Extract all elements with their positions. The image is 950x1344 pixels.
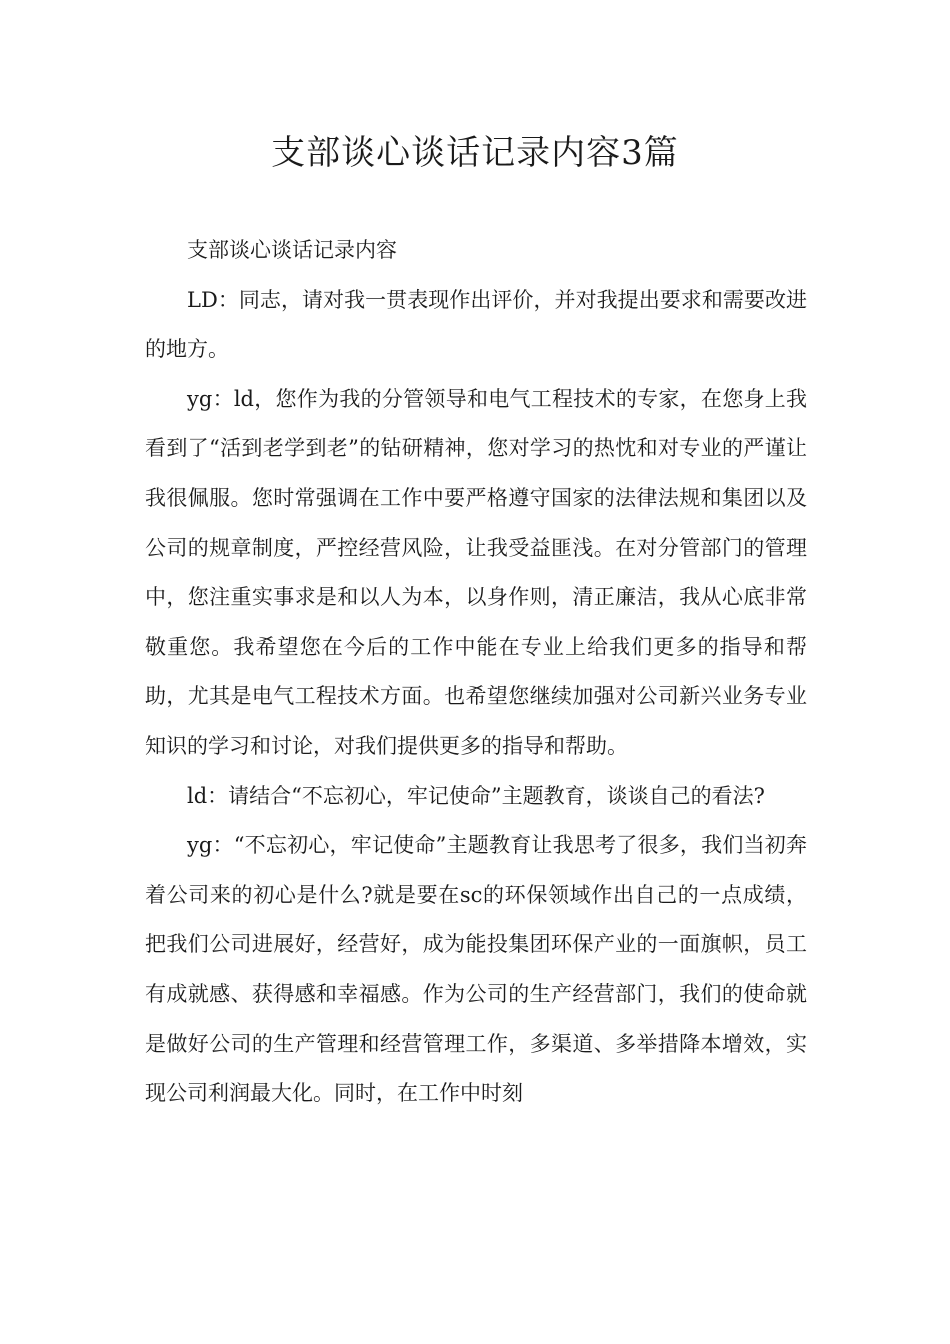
paragraph-yg-answer-1: yg：ld，您作为我的分管领导和电气工程技术的专家，在您身上我看到了“活到老学到老”的钻研精神，您对学习的热忱和对专业的严谨让我很佩服。您时常强调在工作中要严格遵守国家的法律法规和集团以及公司的规章制度，严控经营风险，让我受益匪浅。在对分管部门的管理中，您注重实事求是和以人为本，以身作则，清正廉洁，我从心底非常敬重您。我希望您在今后的工作中能在专业上给我们更多的指导和帮助，尤其是电气工程技术方面。也希望您继续加强对公司新兴业务专业知识的学习和讨论，对我们提供更多的指导和帮助。 xyxy=(145,386,807,758)
paragraph-ld-question-1: LD：同志，请对我一贯表现作出评价，并对我提出要求和需要改进的地方。 xyxy=(145,287,807,362)
document-body xyxy=(145,226,807,1119)
paragraph-heading: 支部谈心谈话记录内容 xyxy=(187,238,397,262)
document-title: 支部谈心谈话记录内容3篇 xyxy=(271,133,679,173)
paragraph-yg-answer-2: yg：“不忘初心，牢记使命”主题教育让我思考了很多，我们当初奔着公司来的初心是什么?就是要在sc的环保领域作出自己的一点成绩，把我们公司进展好，经营好，成为能投集团环保产业的一面旗帜，员工有成就感、获得感和幸福感。作为公司的生产经营部门，我们的使命就是做好公司的生产管理和经营管理工作，多渠道、多举措降本增效，实现公司利润最大化。同时，在工作中时刻 xyxy=(145,833,807,1106)
paragraph-ld-question-2: ld：请结合“不忘初心，牢记使命”主题教育，谈谈自己的看法? xyxy=(187,783,765,808)
